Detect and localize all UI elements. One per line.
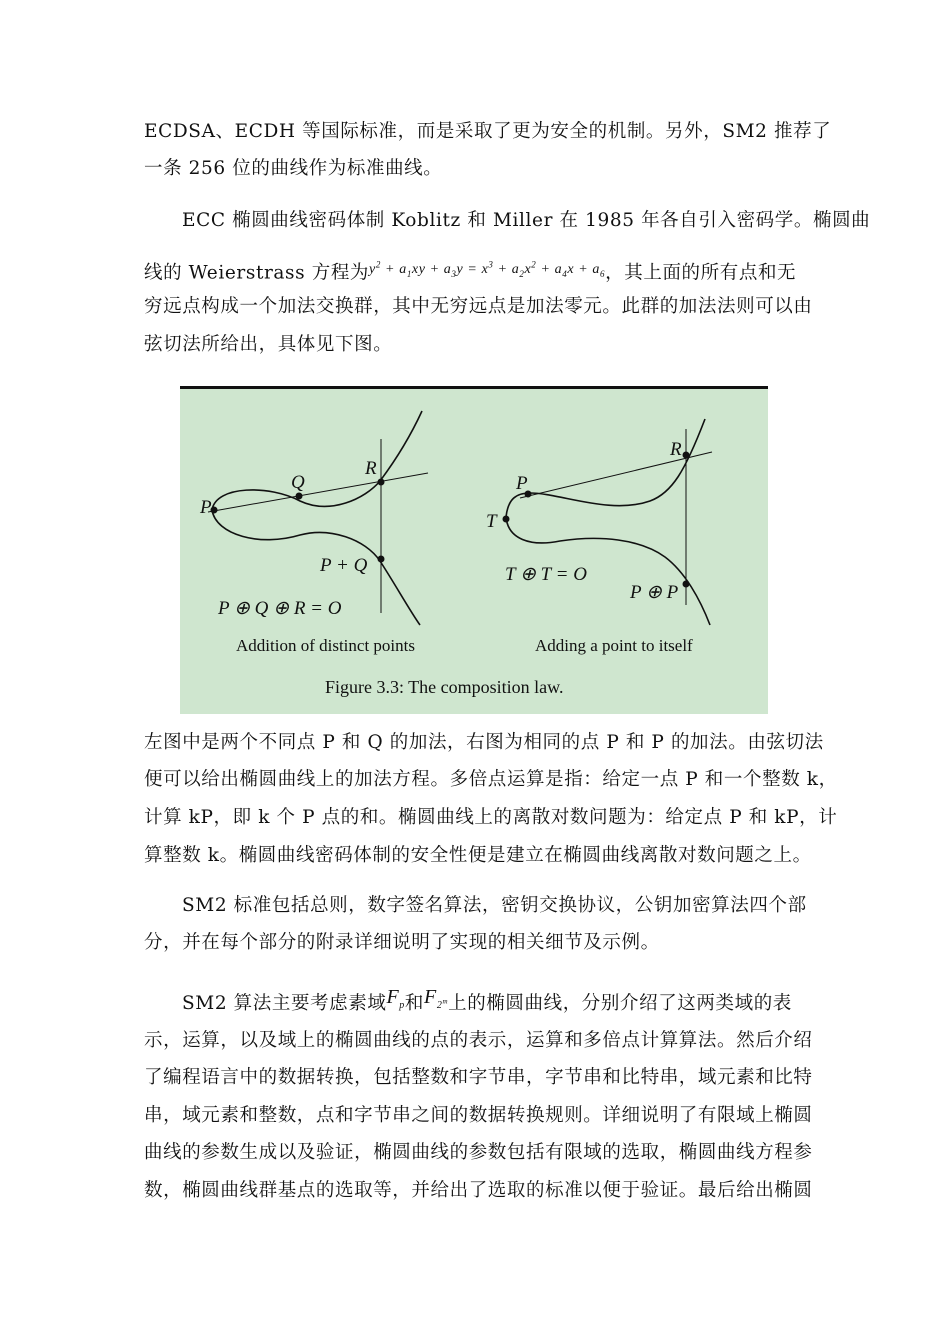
paragraph-5-line-3: 了编程语言中的数据转换，包括整数和字节串，字节串和比特串，域元素和比特 [144,1067,813,1088]
paragraph-5-line-5: 曲线的参数生成以及验证，椭圆曲线的参数包括有限域的选取，椭圆曲线方程参 [144,1142,813,1163]
paragraph-3-line-2: 便可以给出椭圆曲线上的加法方程。多倍点运算是指：给定一点 P 和一个整数 k， [144,769,838,790]
label-P-right: P [516,473,528,494]
label-P-oplus-P: P ⊕ P [630,582,679,603]
paragraph-5-line-1 [182,986,792,1024]
right-tangent-line [520,452,712,498]
equation-left: P ⊕ Q ⊕ R = O [218,598,342,619]
composition-law-figure [180,386,768,714]
paragraph-4-line-2: 分，并在每个部分的附录详细说明了实现的相关细节及示例。 [144,932,660,953]
caption-left: Addition of distinct points [236,636,415,655]
paragraph-5-line-6: 数，椭圆曲线群基点的选取等，并给出了选取的标准以便于验证。最后给出椭圆 [144,1180,813,1201]
label-R-left: R [365,458,377,479]
equation-right: T ⊕ T = O [505,564,587,585]
point-R-right [683,452,690,459]
point-R-left [378,479,385,486]
label-T: T [486,511,497,532]
paragraph-5-line-2: 示，运算，以及域上的椭圆曲线的点的表示，运算和多倍点计算算法。然后介绍 [144,1030,813,1051]
paragraph-5-line-4: 串，域元素和整数，点和字节串之间的数据转换规则。详细说明了有限域上椭圆 [144,1105,813,1126]
left-curve [212,411,422,510]
paragraph-5-line-1-mid: 和 [404,993,425,1014]
paragraph-4-line-1: SM2 标准包括总则，数字签名算法，密钥交换协议，公钥加密算法四个部 [182,895,807,916]
paragraph-2-line-4: 弦切法所给出，具体见下图。 [144,334,393,355]
paragraph-3-line-4: 算整数 k。椭圆曲线密码体制的安全性便是建立在椭圆曲线离散对数问题之上。 [144,845,812,866]
label-R-right: R [670,439,682,460]
point-T [503,516,510,523]
prime-field-symbol: $F_p$ [386,986,405,1011]
point-P-plus-Q [378,556,385,563]
label-P-plus-Q: P + Q [320,555,368,576]
weierstrass-equation: y2 + a1xy + a3y = x3 + a2x2 + a4x + a6 [369,259,606,279]
binary-field-symbol: $F_{2^m}$ [424,986,449,1011]
figure-svg [180,389,768,714]
paragraph-2-line-2 [144,258,796,291]
paragraph-5-line-1-before: SM2 算法主要考虑素域 [182,993,387,1014]
paragraph-2-line-1: ECC 椭圆曲线密码体制 Koblitz 和 Miller 在 1985 年各自引入密码学。椭圆曲 [182,210,871,231]
label-Q: Q [291,472,305,493]
point-Q [296,493,303,500]
figure-caption: Figure 3.3: The composition law. [325,677,564,697]
paragraph-1-line-2: 一条 256 位的曲线作为标准曲线。 [144,158,443,179]
paragraph-3-line-1: 左图中是两个不同点 P 和 Q 的加法，右图为相同的点 P 和 P 的加法。由弦切法 [144,732,824,753]
paragraph-3-line-3: 计算 kP，即 k 个 P 点的和。椭圆曲线上的离散对数问题为：给定点 P 和 kP，计 [144,807,838,828]
caption-right: Adding a point to itself [535,636,693,655]
paragraph-2-line-3: 穷远点构成一个加法交换群，其中无穷远点是加法零元。此群的加法法则可以由 [144,296,813,317]
paragraph-5-line-1-after: 上的椭圆曲线，分别介绍了这两类域的表 [448,993,792,1014]
point-P-oplus-P [683,581,690,588]
right-curve [506,419,705,517]
paragraph-2-line-2-after: ，其上面的所有点和无 [605,262,797,284]
paragraph-1-line-1: ECDSA、ECDH 等国际标准，而是采取了更为安全的机制。另外，SM2 推荐了 [144,121,832,142]
label-P-left: P [200,497,212,518]
paragraph-2-line-2-before: 线的 Weierstrass 方程为 [144,262,370,284]
